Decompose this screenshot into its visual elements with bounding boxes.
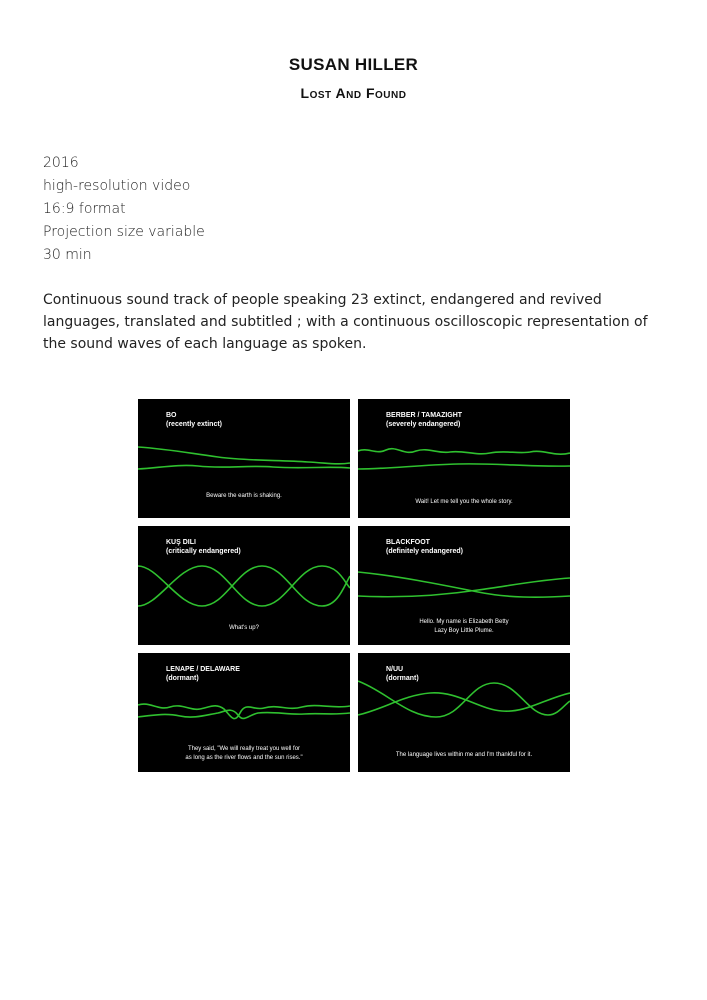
language-label: LENAPE / DELAWARE (dormant) bbox=[166, 666, 240, 682]
video-still-blackfoot bbox=[358, 526, 570, 645]
video-stills-grid bbox=[138, 399, 570, 772]
language-label: BERBER / TAMAZIGHT (severely endangered) bbox=[386, 412, 463, 428]
subtitle: Wait! Let me tell you the whole story. bbox=[415, 499, 513, 505]
subtitle: The language lives within me and I'm thankful for it. bbox=[395, 752, 533, 758]
subtitle: Beware the earth is shaking. bbox=[206, 493, 282, 499]
work-title: Lost And Found bbox=[300, 85, 407, 101]
spec-year: 2016 bbox=[43, 155, 79, 171]
language-label: BO (recently extinct) bbox=[166, 412, 223, 428]
specs-list bbox=[43, 152, 205, 267]
video-still-bo bbox=[138, 399, 350, 518]
spec-medium: high-resolution video bbox=[43, 178, 191, 194]
video-still-lenape bbox=[138, 653, 350, 772]
spec-projection: Projection size variable bbox=[43, 224, 205, 240]
language-label: BLACKFOOT (definitely endangered) bbox=[386, 539, 464, 555]
video-still-berber bbox=[358, 399, 570, 518]
video-still-kus-dili bbox=[138, 526, 350, 645]
subtitle: They said, "We will really treat you well for as long as the river flows and the sun rises." bbox=[185, 746, 303, 761]
subtitle: Hello. My name is Elizabeth Betty Lazy Boy Little Plume. bbox=[419, 619, 509, 634]
video-still-nuu bbox=[358, 653, 570, 772]
language-label: KUŞ DILI (critically endangered) bbox=[166, 539, 241, 555]
spec-format: 16:9 format bbox=[43, 201, 126, 217]
artist-name: SUSAN HILLER bbox=[288, 55, 419, 74]
subtitle: What's up? bbox=[229, 625, 259, 631]
language-label: N/UU (dormant) bbox=[386, 666, 419, 682]
description: Continuous sound track of people speaking 23 extinct, endangered and revived languages, translated and subtitled ; with a continuous oscilloscopic representation of the sound waves of each language as spoken. bbox=[43, 292, 648, 352]
spec-duration: 30 min bbox=[43, 247, 92, 263]
